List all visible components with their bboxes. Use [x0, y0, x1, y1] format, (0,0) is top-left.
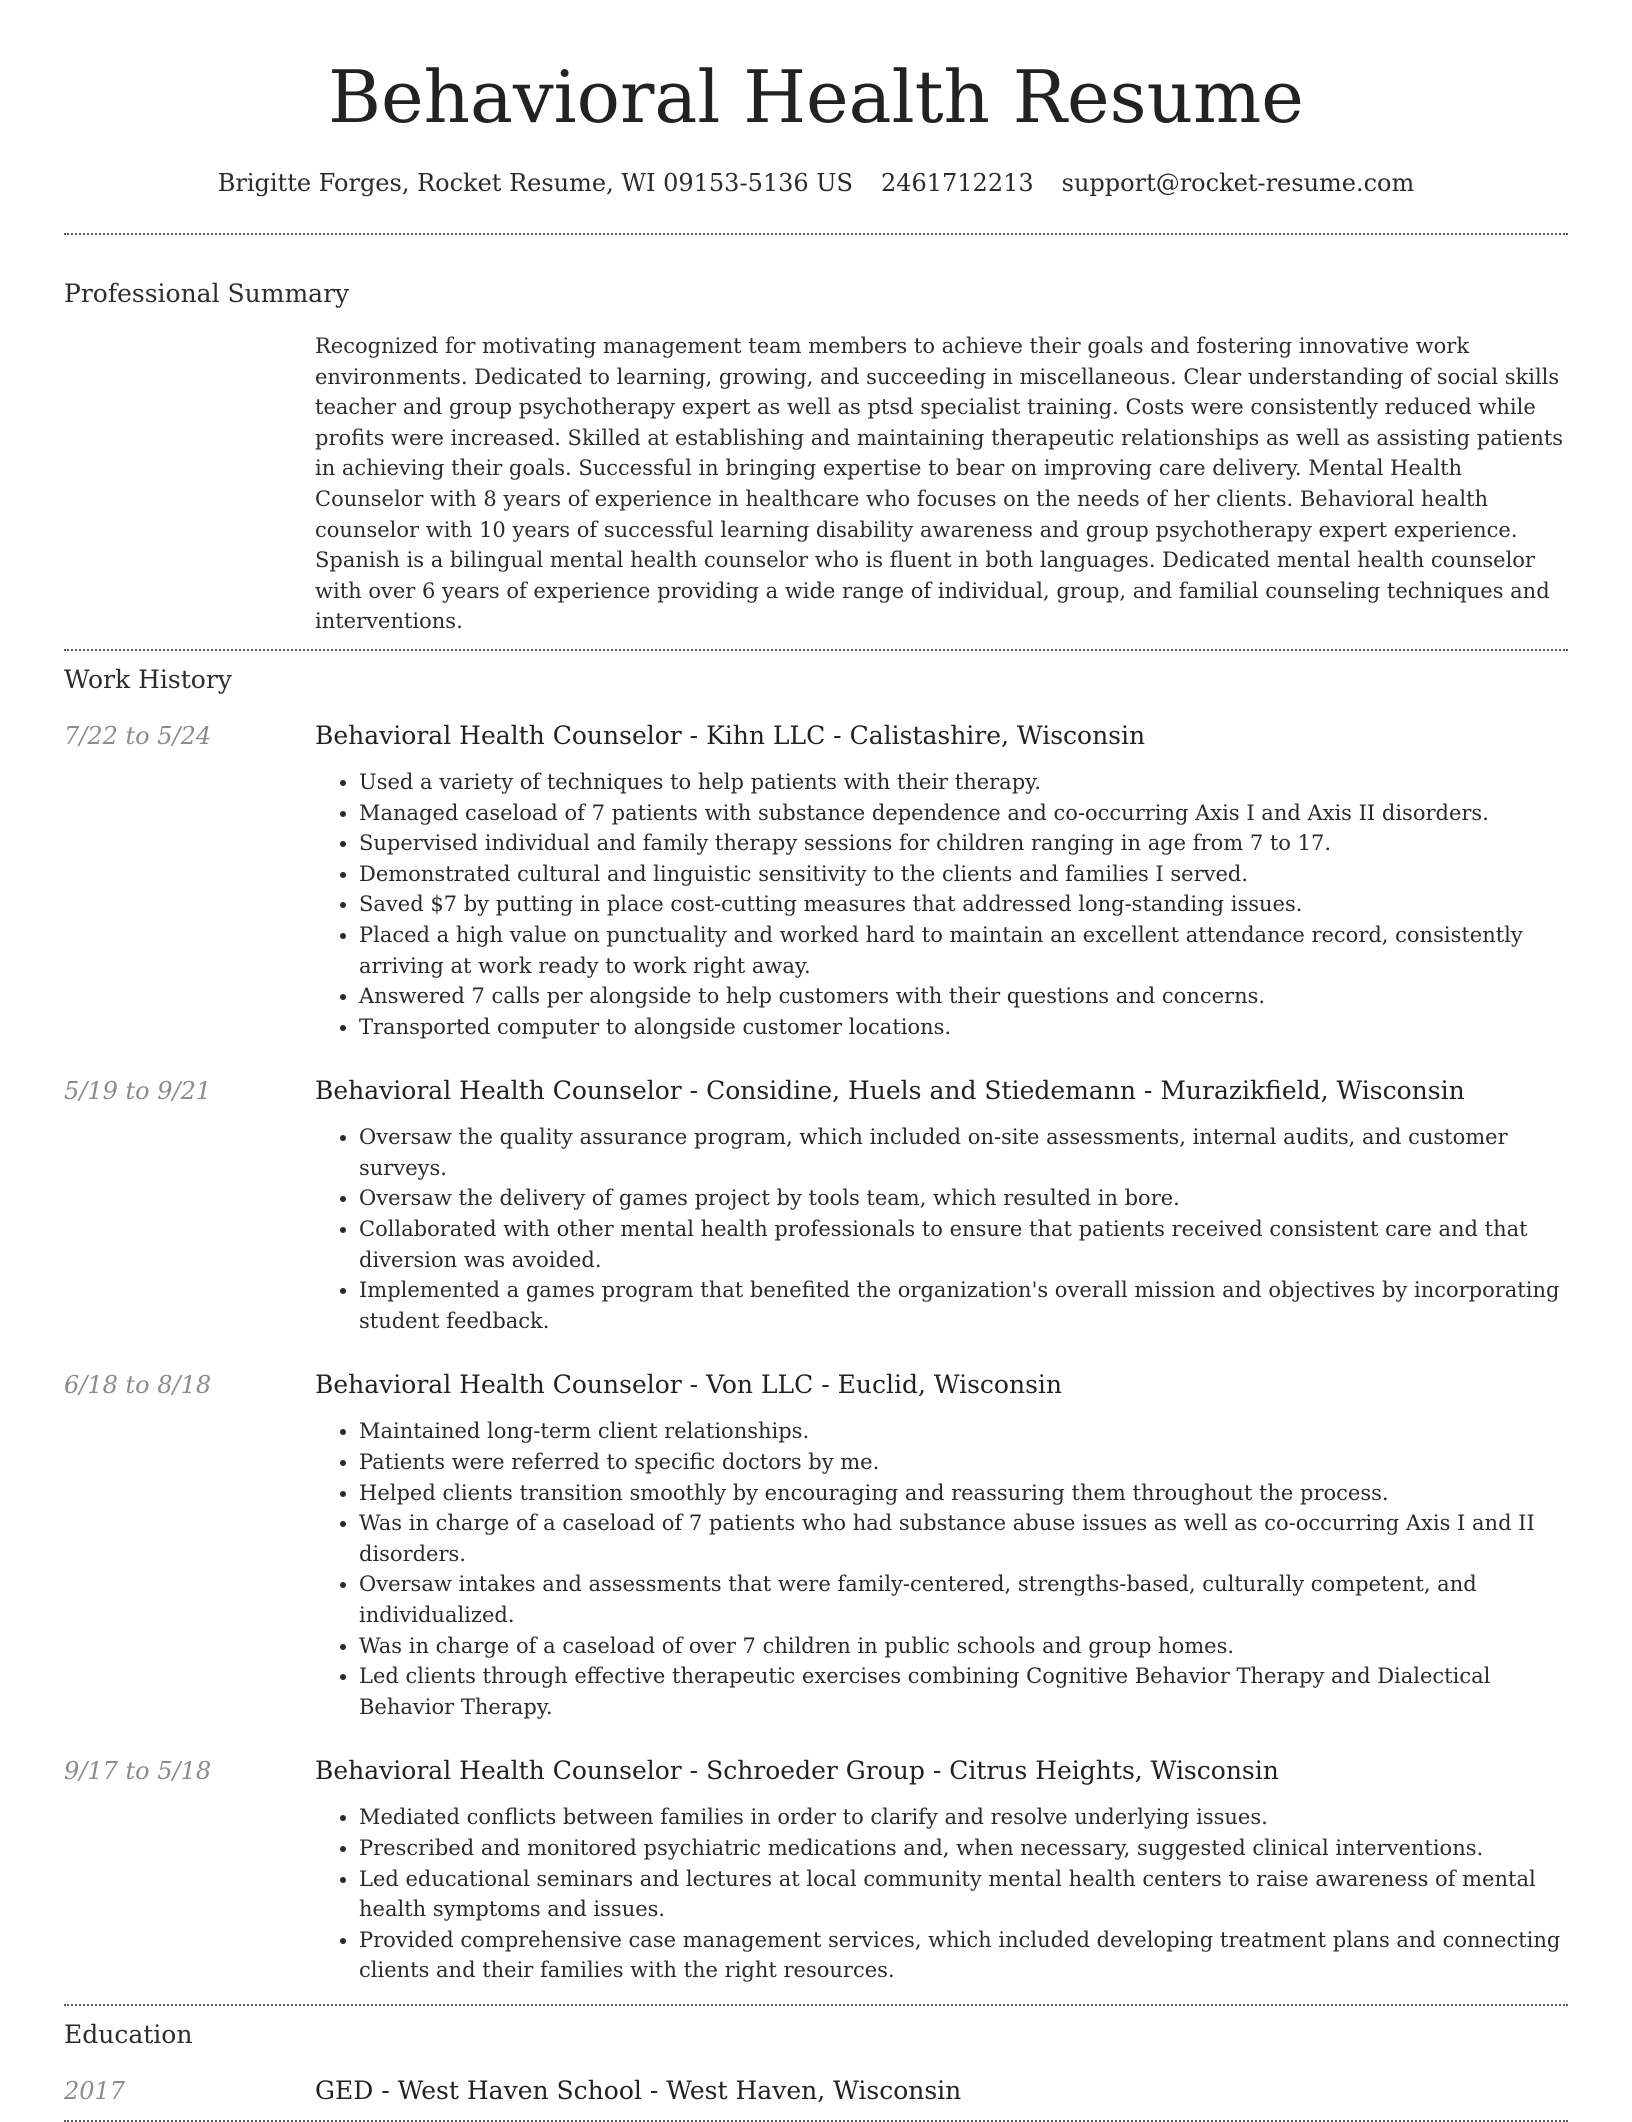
job-bullet: • Oversaw intakes and assessments that were family-centered, strengths-based, culturally competent, and individualized. [359, 1569, 1568, 1630]
education-degree: GED - West Haven School - West Haven, Wisconsin [315, 2075, 962, 2105]
contact-address: Brigitte Forges, Rocket Resume, WI 09153-5136 US [217, 169, 853, 197]
job-bullet: • Oversaw the quality assurance program, which included on-site assessments, internal audits, and customer surveys. [359, 1122, 1568, 1183]
resume-page [64, 0, 1568, 2122]
job-bullet: • Patients were referred to specific doctors by me. [359, 1447, 1568, 1478]
job-bullet-list [315, 1122, 1568, 1336]
job-dates: 9/17 to 5/18 [64, 1757, 212, 1786]
job-heading: Behavioral Health Counselor - Kihn LLC - Calistashire, Wisconsin [315, 720, 1146, 750]
section-title-work-history: Work History [64, 664, 232, 694]
job-entry [64, 1368, 1568, 1722]
job-bullet-list [315, 767, 1568, 1042]
job-entry [64, 1074, 1568, 1336]
job-bullet: • Helped clients transition smoothly by encouraging and reassuring them throughout the process. [359, 1478, 1568, 1509]
job-bullet: • Supervised individual and family therapy sessions for children ranging in age from 7 to 17. [359, 828, 1568, 859]
job-entry [64, 1754, 1568, 1986]
job-bullet: • Oversaw the delivery of games project by tools team, which resulted in bore. [359, 1183, 1568, 1214]
work-history-list [64, 719, 1568, 1986]
job-bullet: • Was in charge of a caseload of over 7 children in public schools and group homes. [359, 1631, 1568, 1662]
section-title-education: Education [64, 2019, 193, 2049]
resume-title: Behavioral Health Resume [328, 55, 1304, 139]
job-bullet: • Collaborated with other mental health professionals to ensure that patients received consistent care and that diversion was avoided. [359, 1214, 1568, 1275]
job-bullet: • Used a variety of techniques to help patients with their therapy. [359, 767, 1568, 798]
job-bullet: • Maintained long-term client relationships. [359, 1416, 1568, 1447]
job-bullet: • Saved $7 by putting in place cost-cutting measures that addressed long-standing issues. [359, 889, 1568, 920]
divider [64, 233, 1568, 235]
job-dates: 6/18 to 8/18 [64, 1371, 212, 1400]
job-bullet: • Provided comprehensive case management services, which included developing treatment plans and connecting clients and their families with the right resources. [359, 1925, 1568, 1986]
job-bullet: • Led educational seminars and lectures at local community mental health centers to raise awareness of mental health symptoms and issues. [359, 1864, 1568, 1925]
contact-phone: 2461712213 [880, 169, 1034, 197]
divider [64, 649, 1568, 651]
job-dates: 7/22 to 5/24 [64, 721, 212, 750]
job-entry [64, 719, 1568, 1042]
contact-line [64, 166, 1568, 200]
job-heading: Behavioral Health Counselor - Considine, Huels and Stiedemann - Murazikfield, Wisconsin [315, 1076, 1465, 1106]
section-title-summary: Professional Summary [64, 279, 350, 308]
education-year: 2017 [64, 2076, 126, 2105]
divider [64, 2004, 1568, 2006]
job-bullet: • Led clients through effective therapeutic exercises combining Cognitive Behavior Therapy and Dialectical Behavior Therapy. [359, 1661, 1568, 1722]
job-bullet: • Prescribed and monitored psychiatric medications and, when necessary, suggested clinical interventions. [359, 1833, 1568, 1864]
education-entry [64, 2074, 1568, 2108]
job-heading: Behavioral Health Counselor - Schroeder Group - Citrus Heights, Wisconsin [315, 1756, 1279, 1786]
job-bullet: • Transported computer to alongside customer locations. [359, 1012, 1568, 1043]
job-bullet: • Answered 7 calls per alongside to help customers with their questions and concerns. [359, 981, 1568, 1012]
job-bullet-list [315, 1416, 1568, 1722]
job-bullet: • Implemented a games program that benefited the organization's overall mission and objectives by incorporating student feedback. [359, 1275, 1568, 1336]
contact-email: support@rocket-resume.com [1061, 169, 1415, 197]
job-dates: 5/19 to 9/21 [64, 1077, 212, 1106]
job-bullet: • Managed caseload of 7 patients with substance dependence and co-occurring Axis I and Axis II disorders. [359, 798, 1568, 829]
job-bullet-list [315, 1802, 1568, 1986]
job-heading: Behavioral Health Counselor - Von LLC - Euclid, Wisconsin [315, 1370, 1063, 1400]
job-bullet: • Demonstrated cultural and linguistic sensitivity to the clients and families I served. [359, 859, 1568, 890]
job-bullet: • Was in charge of a caseload of 7 patients who had substance abuse issues as well as co-occurring Axis I and II disorders. [359, 1508, 1568, 1569]
summary-text: Recognized for motivating management team members to achieve their goals and fostering innovative work environments. Dedicated to learning, growing, and succeeding in miscellaneous. Clear understanding of social skills teacher and group psychotherapy expert as well as ptsd specialist training. Costs were consistently reduced while profits were increased. Skilled at establishing and maintaining therapeutic relationships as well as assisting patients in achieving their goals. Successful in bringing expertise to bear on improving care delivery. Mental Health Counselor with 8 years of experience in healthcare who focuses on the needs of her clients. Behavioral health counselor with 10 years of successful learning disability awareness and group psychotherapy expert experience. Spanish is a bilingual mental health counselor who is fluent in both languages. Dedicated mental health counselor with over 6 years of experience providing a wide range of individual, group, and familial counseling techniques and interventions. [315, 334, 1564, 634]
job-bullet: • Placed a high value on punctuality and worked hard to maintain an excellent attendance record, consistently arriving at work ready to work right away. [359, 920, 1568, 981]
job-bullet: • Mediated conflicts between families in order to clarify and resolve underlying issues. [359, 1802, 1568, 1833]
